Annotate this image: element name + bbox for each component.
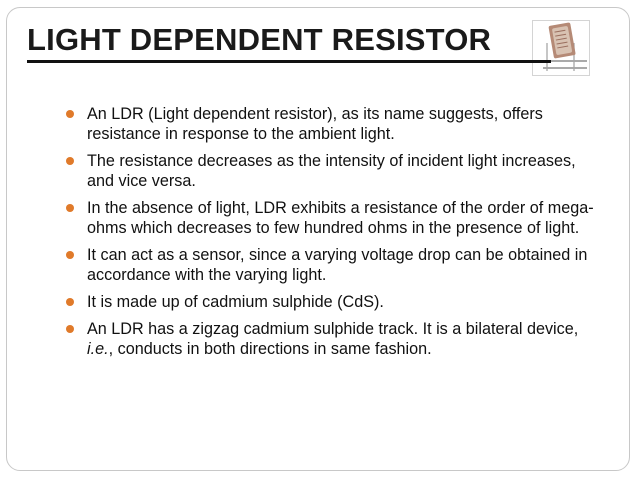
bullet-item: It can act as a sensor, since a varying voltage drop can be obtained in accordance with the varying light. [60, 245, 605, 285]
bullet-item: It is made up of cadmium sulphide (CdS). [60, 292, 605, 312]
bullet-item: An LDR (Light dependent resistor), as its name suggests, offers resistance in response to the ambient light. [60, 104, 605, 144]
bullet-text-italic: i.e. [87, 340, 109, 358]
slide-title: LIGHT DEPENDENT RESISTOR [27, 22, 492, 57]
bullet-text: , conducts in both directions in same fashion. [108, 340, 432, 358]
ldr-component-image [532, 20, 590, 76]
bullet-item: In the absence of light, LDR exhibits a resistance of the order of mega-ohms which decreases to few hundred ohms in the presence of light. [60, 198, 605, 238]
bullet-item: The resistance decreases as the intensity of incident light increases, and vice versa. [60, 151, 605, 191]
title-underline [27, 60, 551, 63]
bullet-list [60, 104, 605, 366]
bullet-item [60, 319, 605, 359]
ldr-photo-icon [533, 21, 589, 75]
bullet-text: An LDR has a zigzag cadmium sulphide track. It is a bilateral device, [87, 320, 579, 338]
